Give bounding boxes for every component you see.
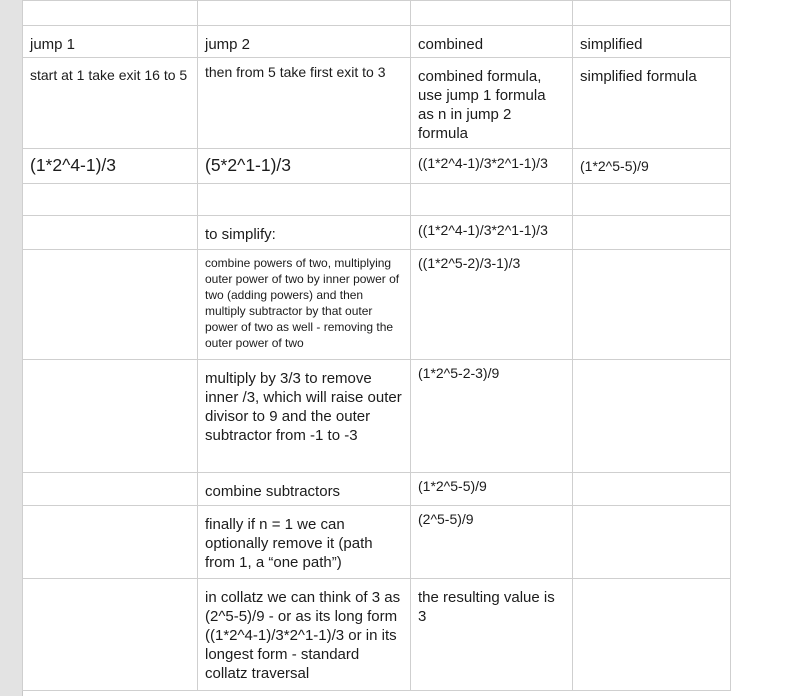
table-row [23,506,731,579]
table-row [23,58,731,149]
cell[interactable] [411,1,573,26]
cell[interactable] [573,360,731,473]
step-result[interactable]: the resulting value is 3 [411,579,573,691]
cell[interactable] [573,506,731,579]
desc-jump1[interactable]: start at 1 take exit 16 to 5 [23,58,198,149]
step-result[interactable]: (2^5-5)/9 [411,506,573,579]
table-row [23,1,731,26]
formula-simplified[interactable]: (1*2^5-5)/9 [573,149,731,184]
formula-combined[interactable]: ((1*2^4-1)/3*2^1-1)/3 [411,149,573,184]
step-text[interactable]: finally if n = 1 we can optionally remove it (path from 1, a “one path”) [198,506,411,579]
cell[interactable] [23,184,198,216]
step-result[interactable]: (1*2^5-2-3)/9 [411,360,573,473]
step-text[interactable]: multiply by 3/3 to remove inner /3, which will raise outer divisor to 9 and the outer subtractor from -1 to -3 [198,360,411,473]
step-text[interactable]: to simplify: [198,216,411,250]
table-row [23,216,731,250]
table-row [23,579,731,691]
desc-jump2[interactable]: then from 5 take first exit to 3 [198,58,411,149]
table-row [23,473,731,506]
table-row [23,360,731,473]
header-jump2[interactable]: jump 2 [198,26,411,58]
cell[interactable] [23,250,198,360]
cell[interactable] [573,473,731,506]
table-row [23,149,731,184]
cell[interactable] [23,473,198,506]
cell[interactable] [411,184,573,216]
cell[interactable] [23,360,198,473]
desc-combined[interactable]: combined formula, use jump 1 formula as n in jump 2 formula [411,58,573,149]
cell[interactable] [198,1,411,26]
cell[interactable] [573,184,731,216]
desc-simplified[interactable]: simplified formula [573,58,731,149]
cell[interactable] [23,579,198,691]
table-row [23,250,731,360]
formula-jump1[interactable]: (1*2^4-1)/3 [23,149,198,184]
header-simplified[interactable]: simplified [573,26,731,58]
formula-jump2[interactable]: (5*2^1-1)/3 [198,149,411,184]
cell[interactable] [573,216,731,250]
step-result[interactable]: ((1*2^4-1)/3*2^1-1)/3 [411,216,573,250]
step-text[interactable]: combine powers of two, multiplying outer power of two by inner power of two (adding powers) and then multiply subtractor by that outer power of two as well - removing the outer power of two [198,250,411,360]
cell[interactable] [573,250,731,360]
header-combined[interactable]: combined [411,26,573,58]
cell[interactable] [573,579,731,691]
table-row [23,184,731,216]
cell[interactable] [23,216,198,250]
spreadsheet-grid [22,0,731,691]
step-text[interactable]: in collatz we can think of 3 as (2^5-5)/9 - or as its long form ((1*2^4-1)/3*2^1-1)/3 or in its longest form - standard collatz traversal [198,579,411,691]
row-header-gutter [0,0,23,696]
cell[interactable] [198,184,411,216]
step-result[interactable]: (1*2^5-5)/9 [411,473,573,506]
table-row [23,26,731,58]
cell[interactable] [23,1,198,26]
header-jump1[interactable]: jump 1 [23,26,198,58]
step-text[interactable]: combine subtractors [198,473,411,506]
cell[interactable] [573,1,731,26]
cell[interactable] [23,506,198,579]
step-result[interactable]: ((1*2^5-2)/3-1)/3 [411,250,573,360]
